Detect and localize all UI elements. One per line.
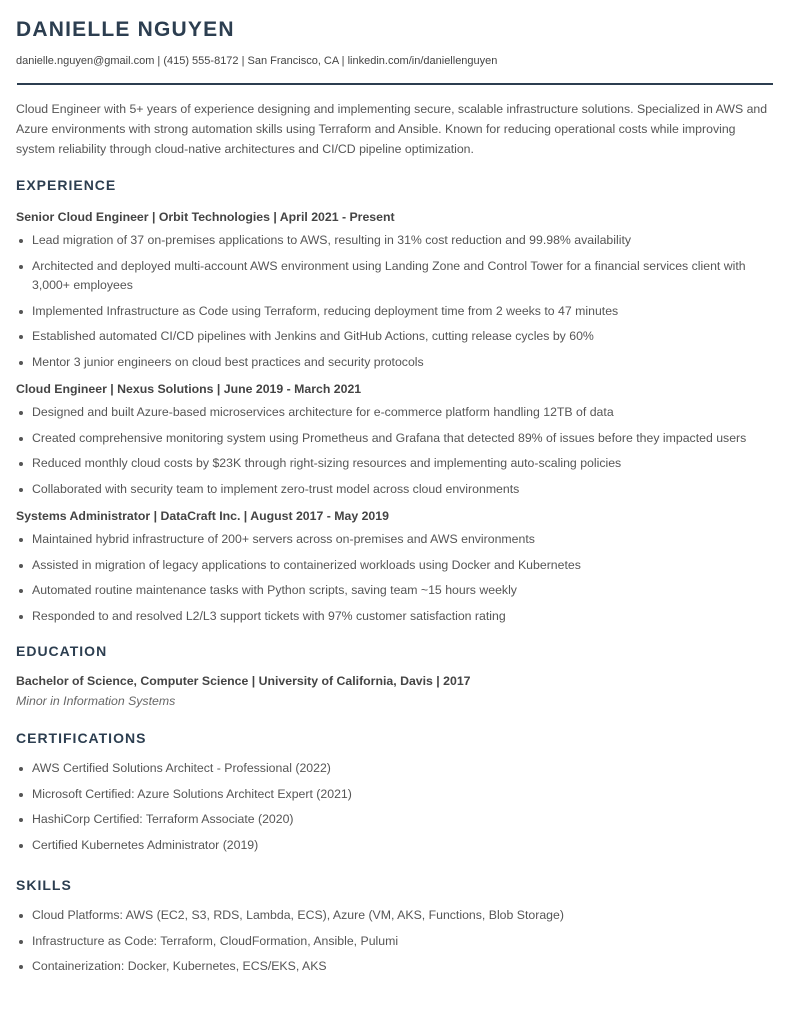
experience-section [16,176,773,626]
certifications-section [16,729,773,855]
certifications-heading: CERTIFICATIONS [16,730,147,747]
list-item: Cloud Platforms: AWS (EC2, S3, RDS, Lambda, ECS), Azure (VM, AKS, Functions, Blob Storage) [16,906,756,926]
list-item: Architected and deployed multi-account AWS environment using Landing Zone and Control Tower for a financial services client with 3,000+ employees [16,257,756,296]
list-item: Lead migration of 37 on-premises applications to AWS, resulting in 31% cost reduction and 99.98% availability [16,231,756,251]
list-item: Designed and built Azure-based microservices architecture for e-commerce platform handling 12TB of data [16,403,756,423]
job-title-orbit: Senior Cloud Engineer | Orbit Technologies | April 2021 - Present [16,210,395,225]
list-item: Certified Kubernetes Administrator (2019) [16,836,756,856]
list-item: Containerization: Docker, Kubernetes, ECS/EKS, AKS [16,957,756,977]
candidate-name: DANIELLE NGUYEN [16,18,235,41]
job-bullets-nexus [16,403,756,499]
list-item: Implemented Infrastructure as Code using Terraform, reducing deployment time from 2 weeks to 47 minutes [16,302,756,322]
skills-section [16,876,773,977]
contact-line: danielle.nguyen@gmail.com | (415) 555-8172 | San Francisco, CA | linkedin.com/in/daniellenguyen [16,55,498,67]
list-item: Established automated CI/CD pipelines with Jenkins and GitHub Actions, cutting release cycles by 60% [16,327,756,347]
summary-paragraph: Cloud Engineer with 5+ years of experience designing and implementing secure, scalable infrastructure solutions. Specialized in AWS and Azure environments with strong automation skills using Terraform and Ansible. Known for reducing operational costs while improving system reliability through cloud-native architectures and CI/CD pipeline optimization. [16,102,768,156]
header-divider [17,83,773,85]
list-item: Microsoft Certified: Azure Solutions Architect Expert (2021) [16,785,756,805]
list-item: Mentor 3 junior engineers on cloud best practices and security protocols [16,353,756,373]
list-item: HashiCorp Certified: Terraform Associate (2020) [16,810,756,830]
list-item: Infrastructure as Code: Terraform, CloudFormation, Ansible, Pulumi [16,932,756,952]
degree-line: Bachelor of Science, Computer Science | University of California, Davis | 2017 [16,674,471,689]
job-bullets-datacraft [16,530,756,626]
list-item: Maintained hybrid infrastructure of 200+ servers across on-premises and AWS environments [16,530,756,550]
education-heading: EDUCATION [16,643,108,660]
list-item: Responded to and resolved L2/L3 support tickets with 97% customer satisfaction rating [16,607,756,627]
list-item: Automated routine maintenance tasks with Python scripts, saving team ~15 hours weekly [16,581,756,601]
minor-line: Minor in Information Systems [16,694,176,709]
education-section [16,642,773,709]
skills-list [16,906,756,977]
list-item: Created comprehensive monitoring system using Prometheus and Grafana that detected 89% of issues before they impacted users [16,429,756,449]
certifications-list [16,759,756,855]
job-title-nexus: Cloud Engineer | Nexus Solutions | June 2019 - March 2021 [16,382,362,397]
experience-heading: EXPERIENCE [16,177,117,194]
list-item: AWS Certified Solutions Architect - Professional (2022) [16,759,756,779]
list-item: Assisted in migration of legacy applications to containerized workloads using Docker and Kubernetes [16,556,756,576]
list-item: Collaborated with security team to implement zero-trust model across cloud environments [16,480,756,500]
list-item: Reduced monthly cloud costs by $23K through right-sizing resources and implementing auto-scaling policies [16,454,756,474]
job-bullets-orbit [16,231,756,372]
skills-heading: SKILLS [16,877,72,894]
job-title-datacraft: Systems Administrator | DataCraft Inc. | August 2017 - May 2019 [16,509,389,524]
